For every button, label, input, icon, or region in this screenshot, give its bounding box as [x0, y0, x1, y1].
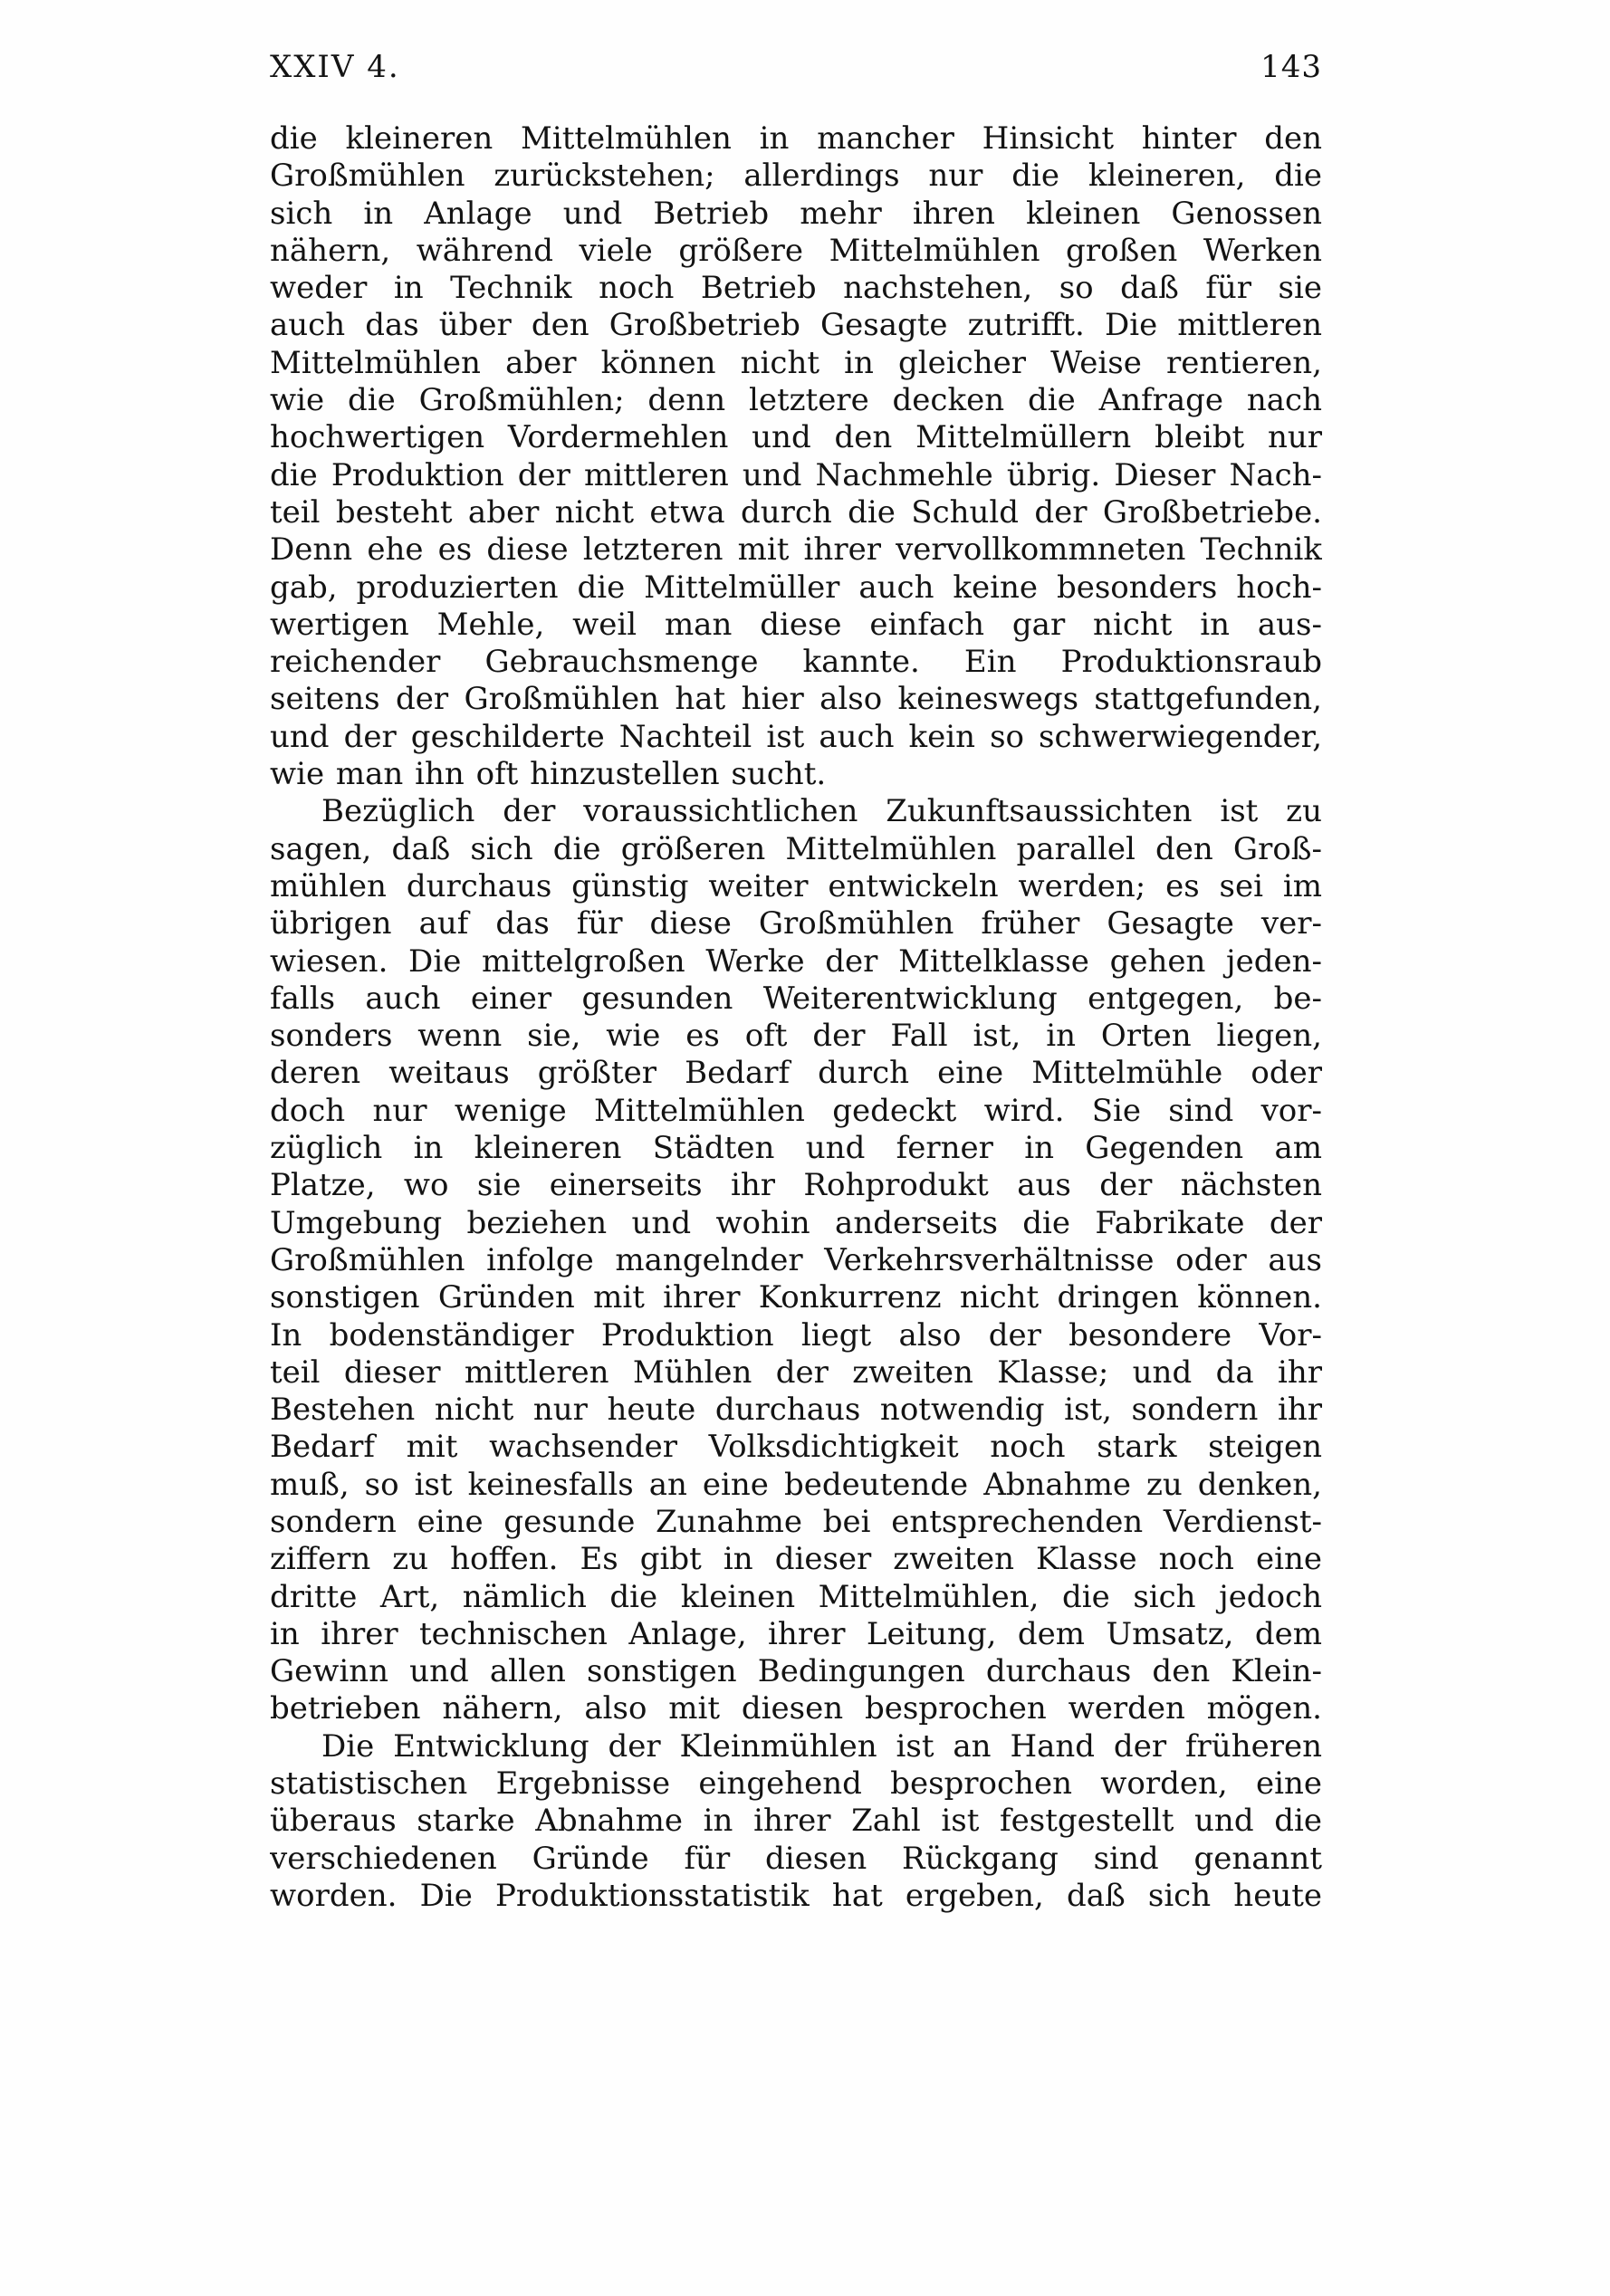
text-line: Denn ehe es diese letzteren mit ihrer vervollkommneten Technik	[270, 531, 1322, 569]
text-line: die kleineren Mittelmühlen in mancher Hinsicht hinter den	[270, 120, 1322, 157]
text-line: wie die Großmühlen; denn letztere decken die Anfrage nach	[270, 382, 1322, 419]
text-line: auch das über den Großbetrieb Gesagte zutrifft. Die mittleren	[270, 307, 1322, 344]
text-line: die Produktion der mittleren und Nachmehle übrig. Dieser Nach-	[270, 456, 1322, 493]
text-line: züglich in kleineren Städten und ferner in Gegenden am	[270, 1130, 1322, 1167]
text-line: wie man ihn oft hinzustellen sucht.	[270, 756, 827, 793]
text-line: statistischen Ergebnisse eingehend besprochen worden, eine	[270, 1765, 1322, 1803]
text-line: Die Entwicklung der Kleinmühlen ist an Hand der früheren	[321, 1727, 1322, 1765]
text-line: mühlen durchaus günstig weiter entwickeln werden; es sei im	[270, 867, 1322, 904]
paragraph	[270, 793, 1322, 1727]
text-line: wiesen. Die mittelgroßen Werke der Mittelklasse gehen jeden-	[270, 942, 1322, 980]
text-line: Großmühlen infolge mangelnder Verkehrsverhältnisse oder aus	[270, 1241, 1322, 1278]
text-line: sonders wenn sie, wie es oft der Fall ist, in Orten liegen,	[270, 1018, 1322, 1055]
text-line: doch nur wenige Mittelmühlen gedeckt wird. Sie sind vor-	[270, 1092, 1322, 1129]
text-line: hochwertigen Vordermehlen und den Mittelmüllern bleibt nur	[270, 419, 1322, 456]
text-line: sonstigen Gründen mit ihrer Konkurrenz nicht dringen können.	[270, 1279, 1322, 1316]
text-line: verschiedenen Gründe für diesen Rückgang sind genannt	[270, 1840, 1322, 1877]
text-line: in ihrer technischen Anlage, ihrer Leitung, dem Umsatz, dem	[270, 1615, 1322, 1652]
text-line: Bezüglich der voraussichtlichen Zukunftsaussichten ist zu	[321, 793, 1322, 830]
text-line: und der geschilderte Nachteil ist auch kein so schwerwiegender,	[270, 718, 1322, 755]
text-line: deren weitaus größter Bedarf durch eine Mittelmühle oder	[270, 1055, 1322, 1092]
text-line: sich in Anlage und Betrieb mehr ihren kleinen Genossen	[270, 195, 1322, 232]
text-line: seitens der Großmühlen hat hier also keineswegs stattgefunden,	[270, 681, 1322, 718]
text-line: sagen, daß sich die größeren Mittelmühlen parallel den Groß-	[270, 830, 1322, 867]
text-line: sondern eine gesunde Zunahme bei entsprechenden Verdienst-	[270, 1503, 1322, 1540]
text-line: muß, so ist keinesfalls an eine bedeutende Abnahme zu denken,	[270, 1466, 1322, 1503]
paragraph	[270, 1728, 1322, 1915]
text-line: gab, produzierten die Mittelmüller auch keine besonders hoch-	[270, 569, 1322, 606]
text-line: falls auch einer gesunden Weiterentwicklung entgegen, be-	[270, 980, 1322, 1017]
text-line: In bodenständiger Produktion liegt also der besondere Vor-	[270, 1316, 1322, 1354]
text-line: teil besteht aber nicht etwa durch die Schuld der Großbetriebe.	[270, 493, 1322, 531]
text-line: reichender Gebrauchsmenge kannte. Ein Produktionsraub	[270, 644, 1322, 681]
text-line: teil dieser mittleren Mühlen der zweiten Klasse; und da ihr	[270, 1354, 1322, 1391]
text-line: nähern, während viele größere Mittelmühlen großen Werken	[270, 232, 1322, 269]
text-line: weder in Technik noch Betrieb nachstehen, so daß für sie	[270, 270, 1322, 307]
text-line: betrieben nähern, also mit diesen besprochen werden mögen.	[270, 1690, 1322, 1727]
text-line: Platze, wo sie einerseits ihr Rohprodukt aus der nächsten	[270, 1167, 1322, 1204]
text-line: worden. Die Produktionsstatistik hat ergeben, daß sich heute	[270, 1877, 1322, 1914]
text-line: Bedarf mit wachsender Volksdichtigkeit noch stark steigen	[270, 1429, 1322, 1466]
text-line: Mittelmühlen aber können nicht in gleicher Weise rentieren,	[270, 344, 1322, 381]
text-line: wertigen Mehle, weil man diese einfach gar nicht in aus-	[270, 606, 1322, 643]
page-header	[270, 47, 1322, 87]
text-block	[270, 120, 1322, 1915]
section-signature: XXIV 4.	[270, 49, 400, 85]
paragraph	[270, 120, 1322, 793]
text-line: ziffern zu hoffen. Es gibt in dieser zweiten Klasse noch eine	[270, 1541, 1322, 1578]
text-line: Großmühlen zurückstehen; allerdings nur die kleineren, die	[270, 158, 1322, 195]
text-line: Gewinn und allen sonstigen Bedingungen durchaus den Klein-	[270, 1653, 1322, 1690]
text-line: Bestehen nicht nur heute durchaus notwendig ist, sondern ihr	[270, 1392, 1322, 1429]
text-line: überaus starke Abnahme in ihrer Zahl ist festgestellt und die	[270, 1803, 1322, 1840]
text-line: dritte Art, nämlich die kleinen Mittelmühlen, die sich jedoch	[270, 1578, 1322, 1615]
page-number: 143	[1260, 49, 1322, 85]
text-line: übrigen auf das für diese Großmühlen früher Gesagte ver-	[270, 905, 1322, 942]
text-line: Umgebung beziehen und wohin anderseits die Fabrikate der	[270, 1204, 1322, 1241]
